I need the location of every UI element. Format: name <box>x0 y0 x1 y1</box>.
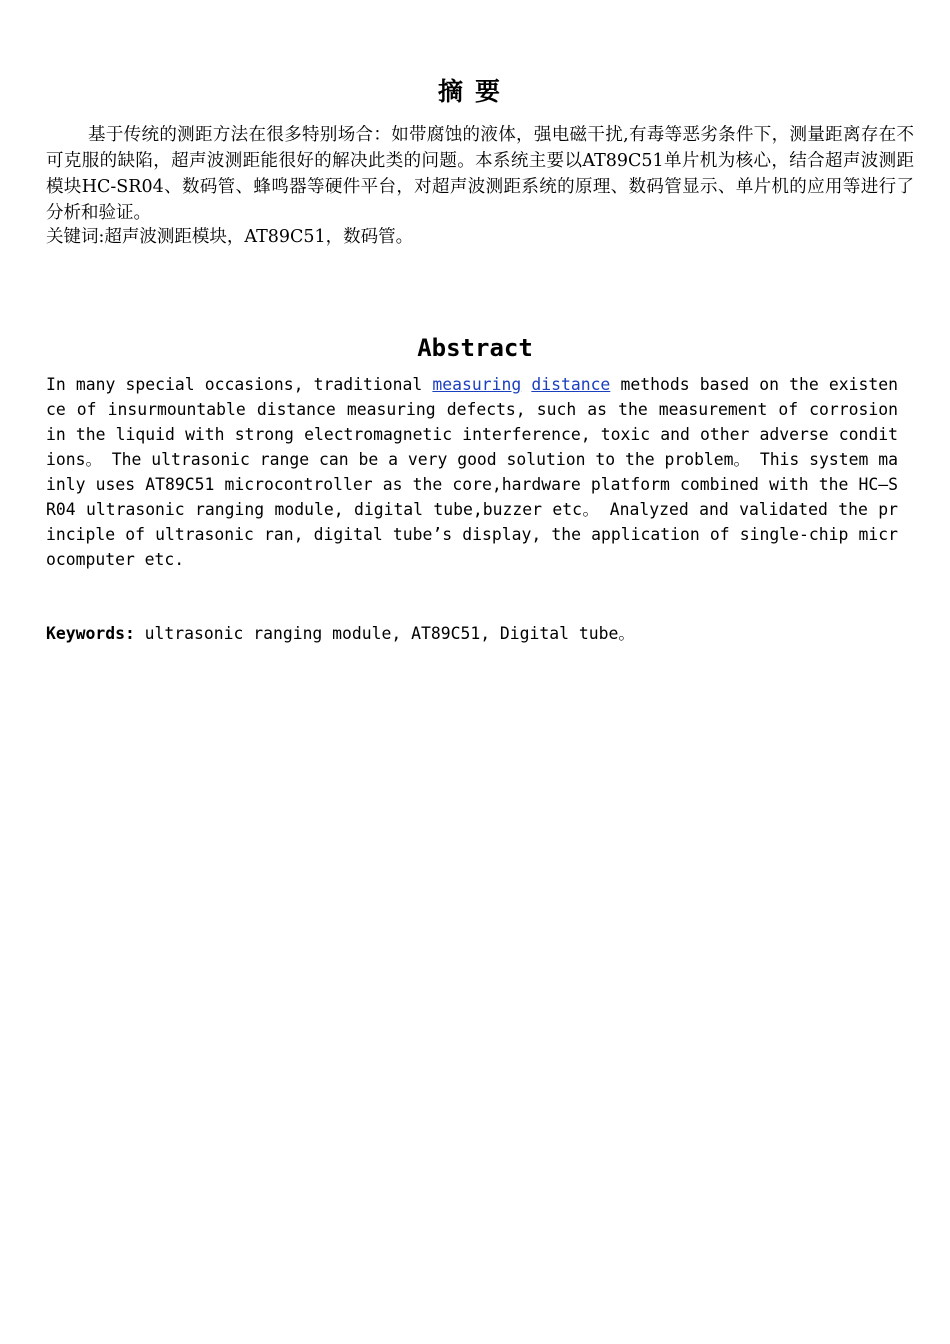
english-abstract-paragraph <box>46 372 898 572</box>
chinese-abstract-paragraph: 基于传统的测距方法在很多特别场合：如带腐蚀的液体，强电磁干扰,有毒等恶劣条件下，测量距离存在不可克服的缺陷，超声波测距能很好的解决此类的问题。本系统主要以AT89C51单片机为核心，结合超声波测距模块HC-SR04、数码管、蜂鸣器等硬件平台，对超声波测距系统的原理、数码管显示、单片机的应用等进行了分析和验证。 <box>46 125 914 223</box>
link-separator <box>521 375 531 394</box>
english-keywords <box>46 621 906 646</box>
keywords-label: Keywords: <box>46 624 135 643</box>
keywords-text: ultrasonic ranging module, AT89C51, Digital tube。 <box>134 624 635 643</box>
distance-link[interactable]: distance <box>531 375 611 394</box>
abstract-text-start: In many special occasions, traditional <box>46 375 433 394</box>
english-abstract-title: Abstract <box>417 334 533 362</box>
measuring-link[interactable]: measuring <box>432 375 522 394</box>
chinese-keywords: 关键词:超声波测距模块，AT89C51，数码管。 <box>46 227 414 247</box>
chinese-abstract-title: 摘要 <box>437 77 512 106</box>
abstract-text-rest: methods based on the existence of insurmountable distance measuring defects, such as the measurement of corrosion in the liquid with strong electromagnetic interference, toxic and other adverse conditions。 The ultrasonic range can be a very good solution to the problem。 This system mainly uses AT89C51 microcontroller as the core,hardware platform combined with the HC—SR04 ultrasonic ranging module, digital tube,buzzer etc。 Analyzed and validated the principle of ultrasonic ran, digital tube’s display, the application of single-chip microcomputer etc. <box>46 375 898 569</box>
